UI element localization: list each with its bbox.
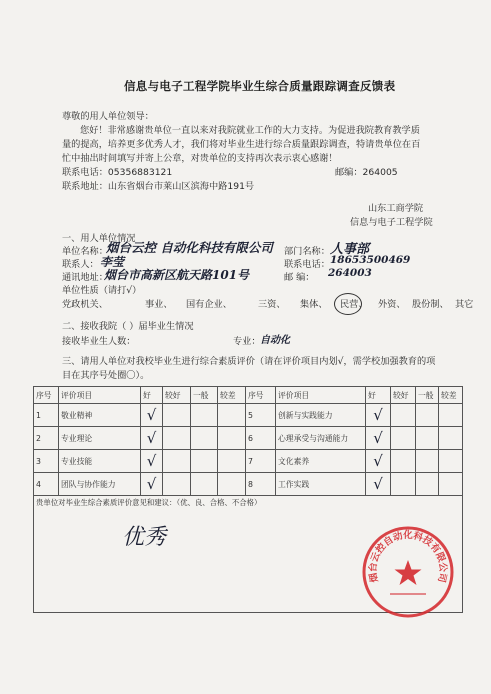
table-row (34, 450, 463, 473)
rating-poor-cell[interactable] (218, 450, 246, 473)
rating-better-cell[interactable] (391, 473, 416, 496)
rating-better-cell[interactable] (163, 473, 191, 496)
rating-average-cell[interactable] (191, 427, 218, 450)
eval-item: 文化素养 (276, 450, 366, 473)
rating-good-cell[interactable]: √ (366, 473, 391, 496)
table-row (34, 404, 463, 427)
nature-option[interactable]: 其它 (455, 299, 474, 310)
table-row (34, 473, 463, 496)
address-label: 通讯地址： (62, 272, 108, 283)
rating-average-cell[interactable] (416, 404, 439, 427)
rating-better-cell[interactable] (163, 404, 191, 427)
postcode-label: 邮 编： (284, 272, 315, 283)
col-header: 好 (141, 387, 163, 404)
address-value[interactable]: 烟台市高新区航天路101号 (104, 268, 250, 282)
eval-item: 团队与协作能力 (59, 473, 141, 496)
col-header: 较差 (218, 387, 246, 404)
rating-average-cell[interactable] (191, 404, 218, 427)
phone-label: 联系电话： (284, 259, 330, 270)
rating-better-cell[interactable] (163, 450, 191, 473)
col-header: 较好 (163, 387, 191, 404)
eval-item: 创新与实践能力 (276, 404, 366, 427)
nature-option[interactable]: 三资、 (258, 299, 286, 310)
company-seal (360, 524, 456, 620)
nature-option[interactable]: 外资、 (378, 299, 406, 310)
col-header: 一般 (416, 387, 439, 404)
unit-nature-label: 单位性质（请打√） (62, 285, 142, 296)
graduate-count-label: 接收毕业生人数： (62, 336, 136, 347)
nature-option[interactable]: 股份制、 (412, 299, 449, 310)
rating-poor-cell[interactable] (439, 427, 463, 450)
row-number: 5 (246, 404, 276, 427)
rating-better-cell[interactable] (391, 450, 416, 473)
row-number: 8 (246, 473, 276, 496)
major-value[interactable]: 自动化 (260, 335, 290, 346)
form-title: 信息与电子工程学院毕业生综合质量跟踪调查反馈表 (124, 79, 396, 93)
row-number: 2 (34, 427, 59, 450)
rating-good-cell[interactable]: √ (141, 450, 163, 473)
contact-person-value[interactable]: 李莹 (100, 255, 125, 269)
seal-text: 烟台云控自动化科技有限公司 (367, 530, 449, 584)
section3-line-1: 三、请用人单位对我校毕业生进行综合素质评价（请在评价项目内划√，需学校加强教育的项 (62, 356, 436, 367)
table-row (34, 427, 463, 450)
college-address: 联系地址：山东省烟台市莱山区滨海中路191号 (62, 181, 255, 192)
section2-heading: 二、接收我院（ ）届毕业生情况 (62, 321, 194, 332)
greeting: 尊敬的用人单位领导： (62, 111, 154, 122)
eval-item: 敬业精神 (59, 404, 141, 427)
rating-good-cell[interactable]: √ (366, 404, 391, 427)
phone-value[interactable]: 18653500469 (330, 254, 411, 266)
rating-better-cell[interactable] (391, 404, 416, 427)
rating-poor-cell[interactable] (218, 404, 246, 427)
col-header: 序号 (34, 387, 59, 404)
college-postcode: 邮编：264005 (335, 167, 398, 178)
seal-star-icon (395, 560, 422, 585)
eval-item: 工作实践 (276, 473, 366, 496)
section1-heading: 一、用人单位情况 (62, 233, 136, 244)
rating-poor-cell[interactable] (439, 450, 463, 473)
school-name: 山东工商学院 (368, 203, 424, 214)
rating-average-cell[interactable] (416, 450, 439, 473)
comment-label: 贵单位对毕业生综合素质评价意见和建议：（优、良、合格、不合格） (36, 498, 262, 507)
row-number: 6 (246, 427, 276, 450)
row-number: 1 (34, 404, 59, 427)
rating-good-cell[interactable]: √ (141, 404, 163, 427)
rating-poor-cell[interactable] (218, 473, 246, 496)
intro-line-2: 量的提高，培养更多优秀人才，我们将对毕业生进行综合质量跟踪调查，特请贵单位在百 (62, 139, 421, 150)
col-header: 较好 (391, 387, 416, 404)
evaluation-table (33, 386, 463, 496)
eval-item: 心理承受与沟通能力 (276, 427, 366, 450)
table-header-row (34, 387, 463, 404)
major-label: 专业： (233, 336, 261, 347)
rating-good-cell[interactable]: √ (141, 427, 163, 450)
dept-value[interactable]: 人事部 (330, 242, 370, 257)
rating-average-cell[interactable] (416, 427, 439, 450)
rating-poor-cell[interactable] (439, 404, 463, 427)
row-number: 4 (34, 473, 59, 496)
col-header: 评价项目 (59, 387, 141, 404)
college-phone: 联系电话：05356883121 (62, 167, 173, 178)
nature-option[interactable]: 国有企业、 (186, 299, 232, 310)
rating-better-cell[interactable] (391, 427, 416, 450)
rating-good-cell[interactable]: √ (141, 473, 163, 496)
intro-line-1: 您好！非常感谢贵单位一直以来对我院就业工作的大力支持。为促进我院教育教学质 (80, 125, 420, 136)
col-header: 一般 (191, 387, 218, 404)
contact-person-label: 联系人： (62, 259, 99, 270)
unit-name-value[interactable]: 烟台云控 自动化科技有限公司 (106, 240, 273, 255)
rating-good-cell[interactable]: √ (366, 450, 391, 473)
section3-line-2: 目在其序号处圈〇）。 (62, 370, 150, 381)
col-header: 序号 (246, 387, 276, 404)
row-number: 3 (34, 450, 59, 473)
rating-poor-cell[interactable] (218, 427, 246, 450)
eval-item: 专业技能 (59, 450, 141, 473)
nature-option-selected[interactable]: 民营、 (340, 299, 368, 310)
rating-good-cell[interactable]: √ (366, 427, 391, 450)
rating-better-cell[interactable] (163, 427, 191, 450)
col-header: 好 (366, 387, 391, 404)
rating-average-cell[interactable] (191, 473, 218, 496)
intro-line-3: 忙中抽出时间填写并寄上公章，对贵单位的支持再次表示衷心感谢！ (62, 153, 338, 164)
dept-label: 部门名称： (284, 246, 330, 257)
row-number: 7 (246, 450, 276, 473)
nature-option[interactable]: 事业、 (145, 299, 173, 310)
selection-circle (334, 293, 362, 315)
rating-average-cell[interactable] (416, 473, 439, 496)
postcode-value[interactable]: 264003 (328, 267, 372, 279)
eval-item: 专业理论 (59, 427, 141, 450)
college-name: 信息与电子工程学院 (350, 217, 433, 228)
comment-value[interactable]: 优秀 (122, 525, 167, 550)
nature-option[interactable]: 集体、 (300, 299, 328, 310)
nature-option[interactable]: 党政机关、 (62, 299, 108, 310)
col-header: 较差 (439, 387, 463, 404)
rating-poor-cell[interactable] (439, 473, 463, 496)
col-header: 评价项目 (276, 387, 366, 404)
rating-average-cell[interactable] (191, 450, 218, 473)
unit-name-label: 单位名称： (62, 246, 108, 257)
